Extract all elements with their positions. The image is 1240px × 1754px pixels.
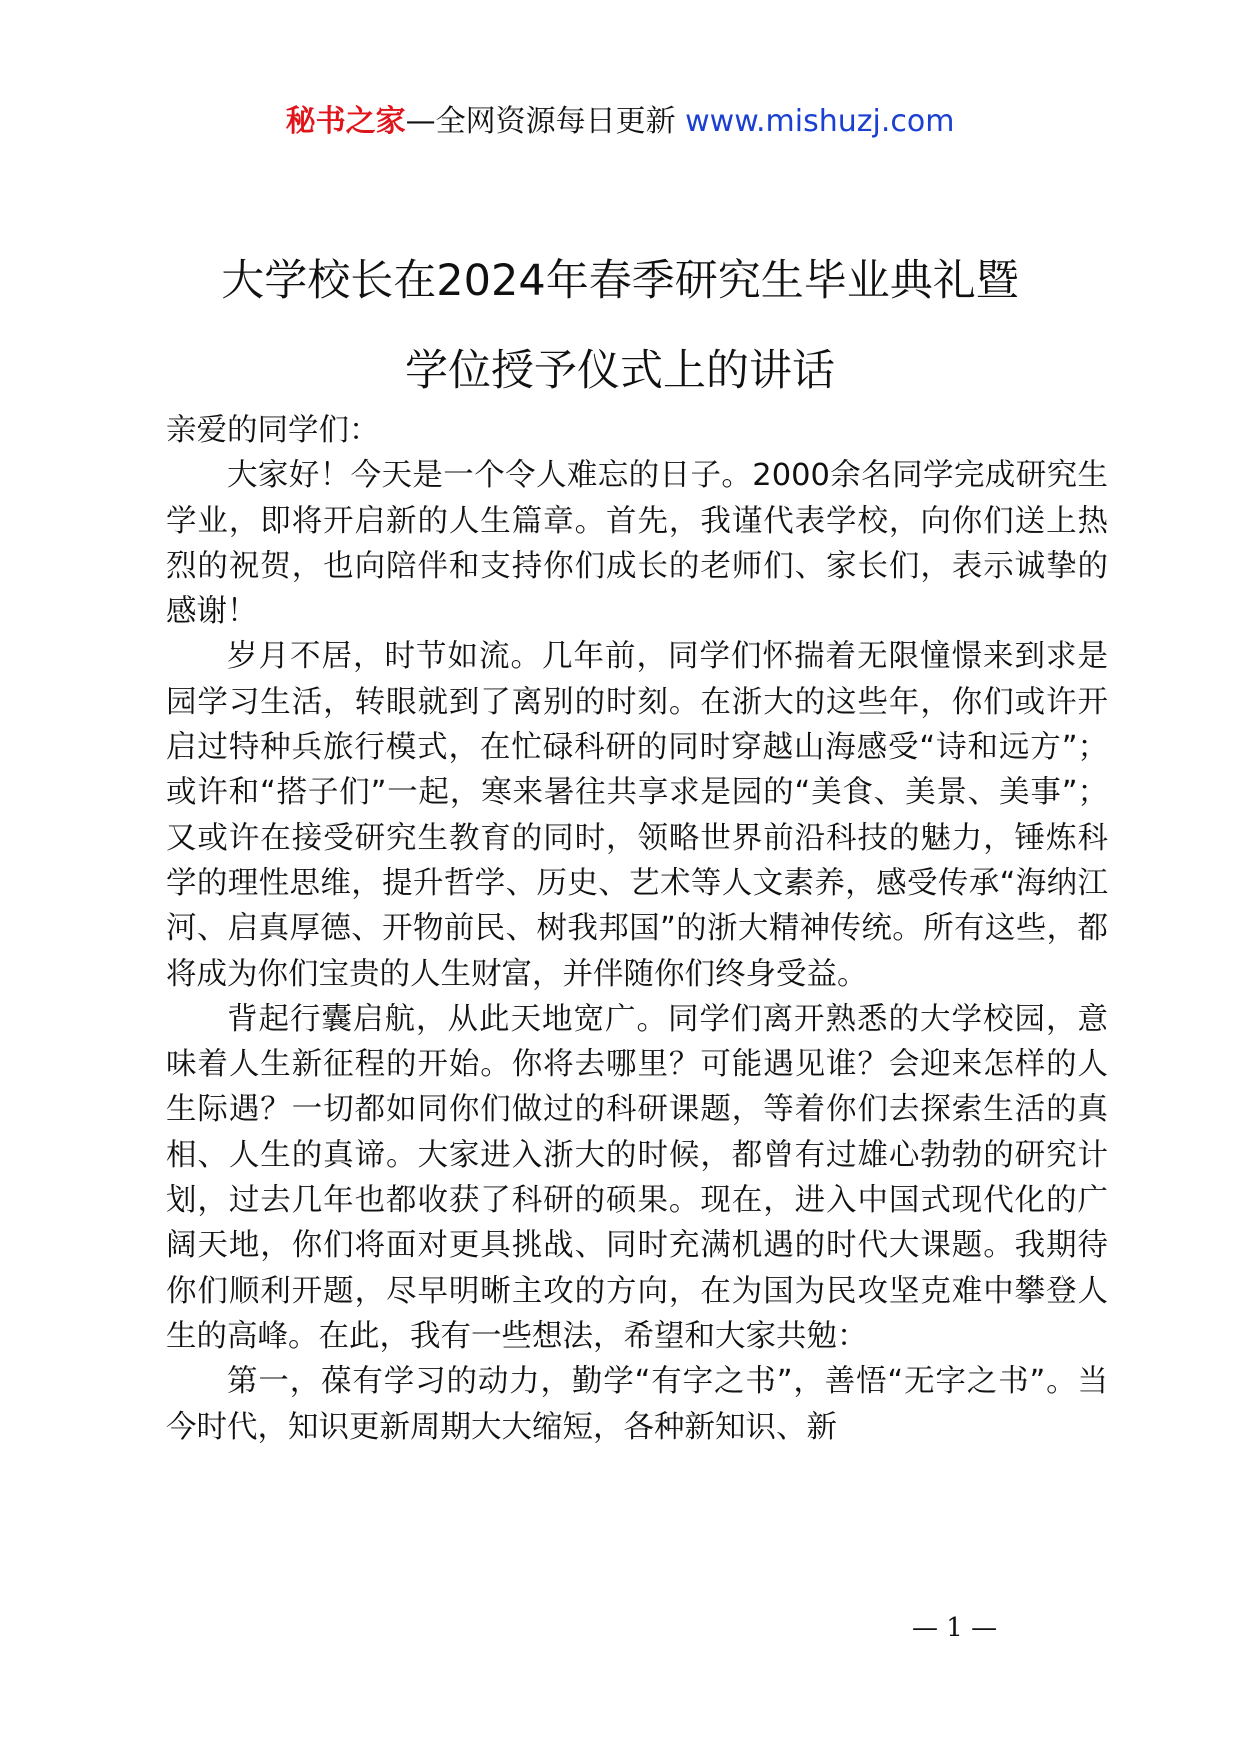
brand-name: 秘书之家 (285, 104, 406, 139)
document-title-line-2: 学位授予仪式上的讲话 (405, 346, 835, 396)
page-number: — 1 — (912, 1613, 998, 1643)
page-header (0, 100, 1240, 144)
salutation: 亲爱的同学们： (166, 413, 380, 448)
document-body (166, 408, 1108, 1450)
document-title-line-1: 大学校长在2024年春季研究生毕业典礼暨 (221, 256, 1019, 306)
paragraph-1: 大家好！今天是一个令人难忘的日子。2000余名同学完成研究生学业，即将开启新的人生篇章。首先，我谨代表学校，向你们送上热烈的祝贺，也向陪伴和支持你们成长的老师们、家长们，表示诚挚的感谢！ (166, 458, 1108, 630)
document-title (0, 236, 1240, 416)
paragraph-2: 岁月不居，时节如流。几年前，同学们怀揣着无限憧憬来到求是园学习生活，转眼就到了离别的时刻。在浙大的这些年，你们或许开启过特种兵旅行模式，在忙碌科研的同时穿越山海感受“诗和远方”；或许和“搭子们”一起，寒来暑往共享求是园的“美食、美景、美事”；又或许在接受研究生教育的同时，领略世界前沿科技的魅力，锤炼科学的理性思维，提升哲学、历史、艺术等人文素养，感受传承“海纳江河、启真厚德、开物前民、树我邦国”的浙大精神传统。所有这些，都将成为你们宝贵的人生财富，并伴随你们终身受益。 (166, 639, 1108, 992)
paragraph-3: 背起行囊启航，从此天地宽广。同学们离开熟悉的大学校园，意味着人生新征程的开始。你将去哪里？可能遇见谁？会迎来怎样的人生际遇？一切都如同你们做过的科研课题，等着你们去探索生活的真相、人生的真谛。大家进入浙大的时候，都曾有过雄心勃勃的研究计划，过去几年也都收获了科研的硕果。现在，进入中国式现代化的广阔天地，你们将面对更具挑战、同时充满机遇的时代大课题。我期待你们顺利开题，尽早明晰主攻的方向，在为国为民攻坚克难中攀登人生的高峰。在此，我有一些想法，希望和大家共勉： (166, 1001, 1108, 1354)
site-url-link[interactable]: www.mishuzj.com (685, 104, 955, 139)
paragraph-4: 第一，葆有学习的动力，勤学“有字之书”，善悟“无字之书”。当今时代，知识更新周期大大缩短，各种新知识、新 (166, 1364, 1108, 1445)
header-tagline: —全网资源每日更新 (405, 104, 676, 139)
